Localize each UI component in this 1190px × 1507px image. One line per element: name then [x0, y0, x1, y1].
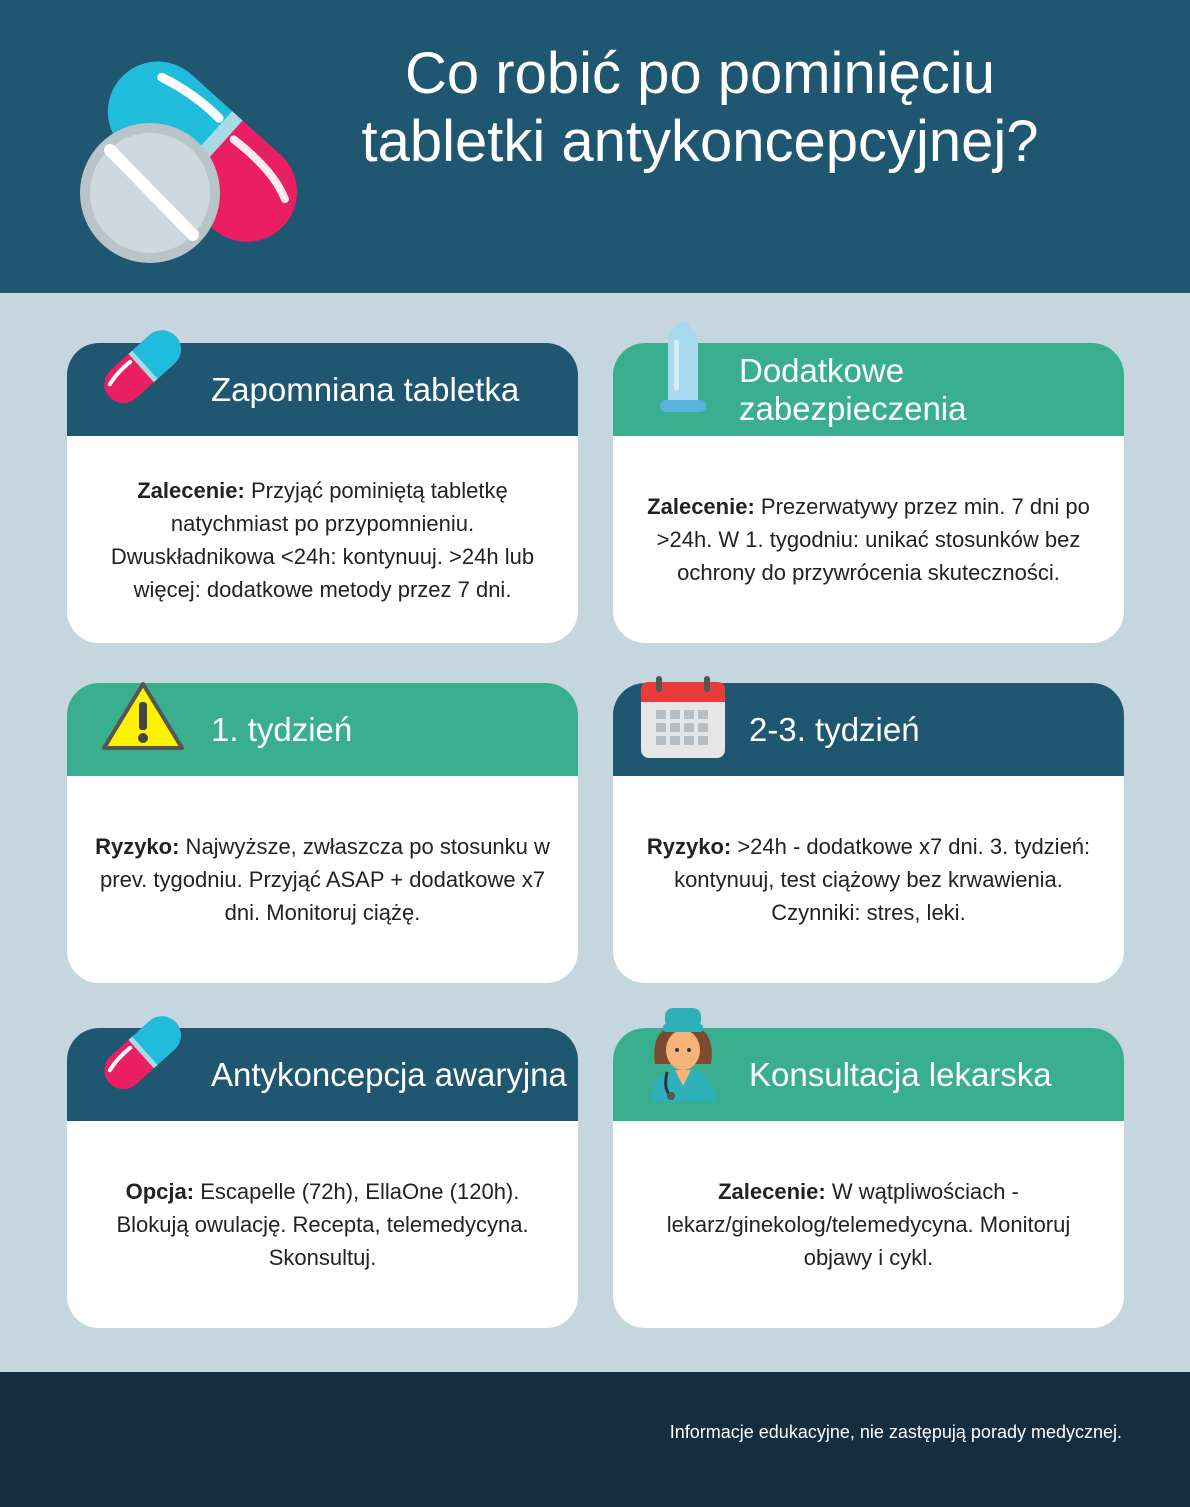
card-text: Escapelle (72h), EllaOne (120h). Blokują owulację. Recepta, telemedycyna. Skonsultuj. [116, 1179, 529, 1270]
warning-icon [100, 680, 186, 752]
card-title: Dodatkowe zabezpieczenia [739, 351, 967, 427]
card-body [641, 436, 1096, 643]
card-label: Zalecenie: [137, 477, 245, 503]
card-text: Prezerwatywy przez min. 7 dni po >24h. W 1. tygodniu: unikać stosunków bez ochrony do przywrócenia skuteczności. [656, 494, 1090, 585]
card-title: 1. tydzień [211, 710, 353, 748]
card-text: W wątpliwościach - lekarz/ginekolog/telemedycyna. Monitoruj objawy i cykl. [666, 1179, 1071, 1270]
header [0, 0, 1190, 293]
card-title: Antykoncepcja awaryjna [211, 1055, 567, 1093]
pill-capsule-and-tablet-icon [70, 25, 330, 275]
card-body [95, 776, 550, 983]
calendar-icon [640, 676, 726, 760]
card-text: Najwyższe, zwłaszcza po stosunku w prev. tygodniu. Przyjąć ASAP + dodatkowe x7 dni. Monitoruj ciążę. [100, 834, 550, 925]
card-label: Ryzyko: [646, 834, 732, 859]
card-title: Zapomniana tabletka [211, 370, 520, 408]
card-label: Ryzyko: [95, 834, 180, 859]
card-body [95, 436, 550, 643]
card-label: Opcja: [125, 1179, 195, 1204]
card-label: Zalecenie: [647, 494, 755, 519]
card-title: 2-3. tydzień [749, 710, 920, 748]
doctor-icon [645, 1006, 721, 1102]
footer [0, 1372, 1190, 1507]
card-body [641, 776, 1096, 983]
card-text: Przyjąć pominiętą tabletkę natychmiast po przypomnieniu. Dwuskładnikowa <24h: kontynuuj. >24h lub więcej: dodatkowe metody przez 7 dni. [110, 477, 535, 602]
card-title: Konsultacja lekarska [749, 1055, 1052, 1093]
page-title: Co robić po pominięciu tabletki antykoncepcyjnej? [361, 41, 1039, 174]
card-text: >24h - dodatkowe x7 dni. 3. tydzień: kontynuuj, test ciążowy bez krwawienia. Czynniki: stres, leki. [674, 834, 1091, 925]
card-label: Zalecenie: [718, 1179, 826, 1204]
condom-icon [656, 320, 710, 414]
capsule-icon [92, 1006, 192, 1098]
card-body [95, 1121, 550, 1328]
card-body [641, 1121, 1096, 1328]
capsule-icon [92, 320, 192, 412]
footer-disclaimer: Informacje edukacyjne, nie zastępują porady medycznej. [669, 1422, 1122, 1442]
